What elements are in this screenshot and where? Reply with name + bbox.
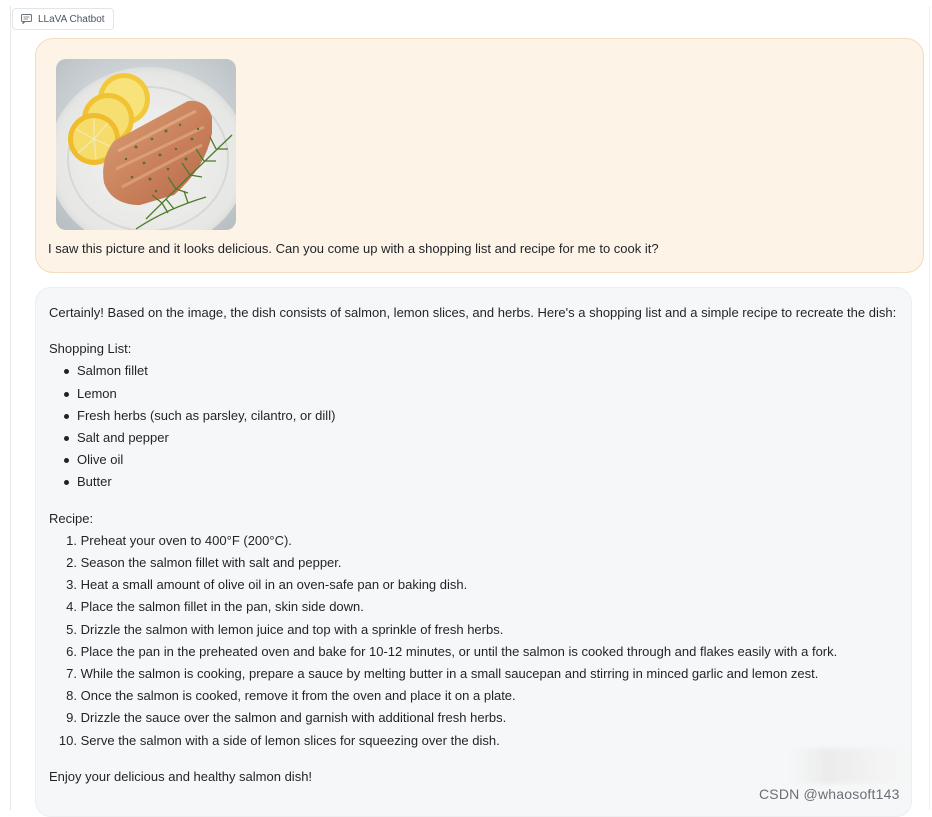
recipe-step — [49, 663, 899, 685]
recipe-step — [49, 685, 899, 707]
recipe-step-text: Drizzle the sauce over the salmon and garnish with additional fresh herbs. — [80, 710, 507, 726]
bot-message — [35, 287, 912, 817]
recipe-step-number: 9. — [66, 710, 77, 726]
user-message — [35, 38, 924, 273]
recipe-step-text: Serve the salmon with a side of lemon slices for squeezing over the dish. — [80, 732, 500, 748]
recipe-step-number: 8. — [66, 688, 77, 704]
recipe-step-text: Drizzle the salmon with lemon juice and top with a sprinkle of fresh herbs. — [80, 621, 504, 637]
recipe-step-text: Place the salmon fillet in the pan, skin side down. — [80, 599, 364, 615]
recipe-step-text: Heat a small amount of olive oil in an oven-safe pan or baking dish. — [80, 577, 468, 593]
recipe-step-number: 2. — [66, 555, 77, 571]
shopping-list — [49, 360, 899, 493]
recipe-step — [49, 730, 899, 752]
user-message-text: I saw this picture and it looks delicious. Can you come up with a shopping list and recipe for me to cook it? — [48, 241, 659, 256]
recipe-step-number: 3. — [66, 577, 77, 593]
shopping-list-item: Lemon — [49, 383, 899, 405]
recipe-step-text: Preheat your oven to 400°F (200°C). — [80, 532, 292, 548]
shopping-list-item: Butter — [49, 471, 899, 493]
chatbot-label-text: LLaVA Chatbot — [38, 13, 105, 25]
recipe-steps — [49, 530, 899, 752]
recipe-step-number: 4. — [66, 599, 77, 615]
blurred-region — [790, 748, 912, 784]
recipe-step-number: 10. — [58, 732, 77, 748]
recipe-step-number: 1. — [66, 532, 77, 548]
bot-intro-text: Certainly! Based on the image, the dish consists of salmon, lemon slices, and herbs. Here's a shopping list and a simple recipe to recreate the dish: — [49, 305, 897, 320]
recipe-step — [49, 574, 899, 596]
shopping-list-item: Salt and pepper — [49, 427, 899, 449]
recipe-step-number: 6. — [66, 643, 77, 659]
chatbot-label — [12, 8, 114, 30]
bot-closing-text: Enjoy your delicious and healthy salmon dish! — [49, 768, 313, 784]
watermark: CSDN @whaosoft143 — [759, 786, 900, 802]
recipe-step — [49, 596, 899, 618]
user-uploaded-image[interactable] — [56, 59, 236, 230]
recipe-step-number: 7. — [66, 666, 77, 682]
recipe-step — [49, 530, 899, 552]
recipe-heading: Recipe: — [49, 510, 94, 526]
shopping-list-item: Olive oil — [49, 449, 899, 471]
recipe-step-text: Once the salmon is cooked, remove it from the oven and place it on a plate. — [80, 688, 516, 704]
recipe-step — [49, 641, 899, 663]
recipe-step-text: Season the salmon fillet with salt and pepper. — [80, 555, 342, 571]
recipe-step — [49, 552, 899, 574]
shopping-list-item: Fresh herbs (such as parsley, cilantro, or dill) — [49, 405, 899, 427]
recipe-step-number: 5. — [66, 621, 77, 637]
recipe-step-text: Place the pan in the preheated oven and bake for 10-12 minutes, or until the salmon is cooked through and flakes easily with a fork. — [80, 643, 838, 659]
chat-bubble-icon — [21, 14, 32, 24]
recipe-step — [49, 619, 899, 641]
recipe-step-text: While the salmon is cooking, prepare a sauce by melting butter in a small saucepan and stirring in minced garlic and lemon zest. — [80, 666, 819, 682]
shopping-list-heading: Shopping List: — [49, 341, 132, 357]
recipe-step — [49, 707, 899, 729]
shopping-list-item: Salmon fillet — [49, 360, 899, 382]
